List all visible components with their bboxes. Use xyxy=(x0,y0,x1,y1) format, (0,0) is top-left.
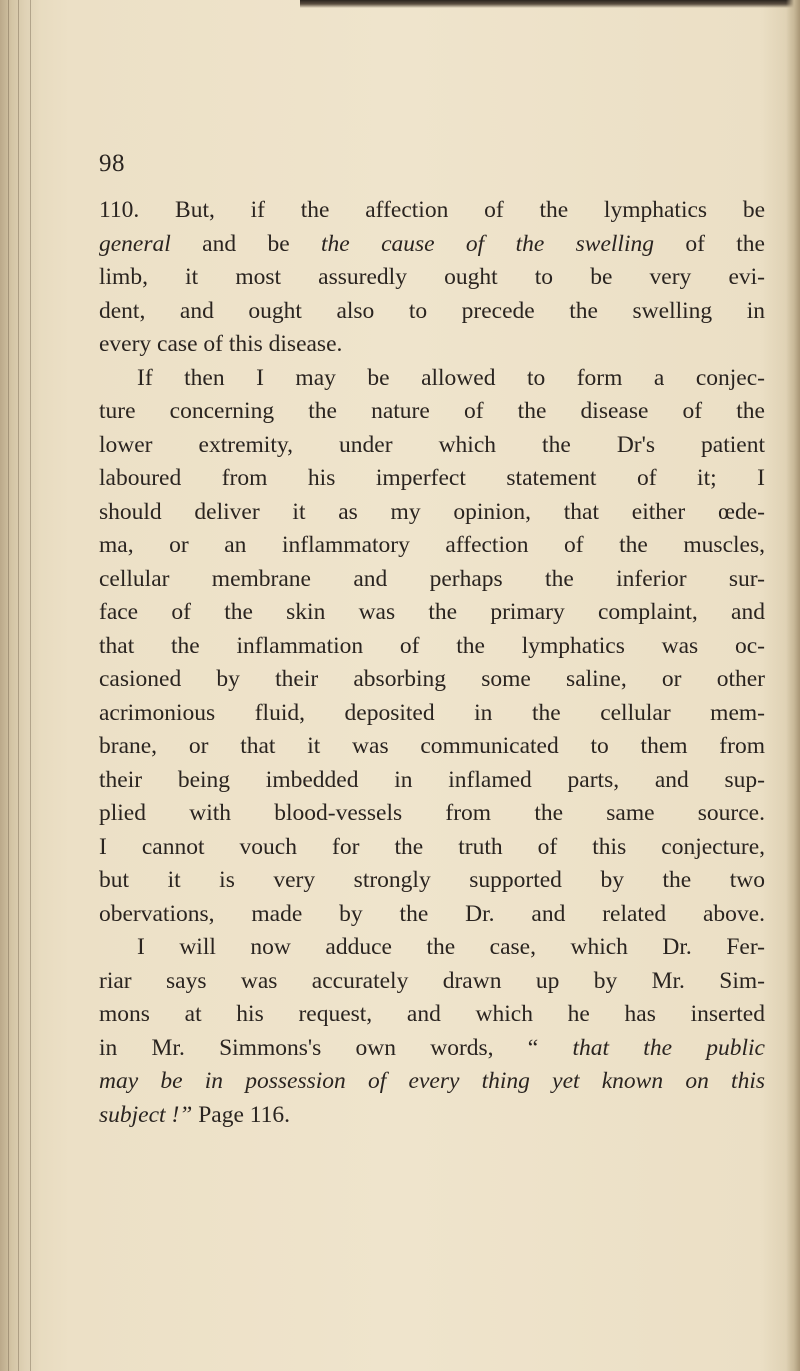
text-line: riar says was accurately drawn up by Mr. Sim- xyxy=(99,967,765,994)
text-line: that the inflammation of the lymphatics was oc- xyxy=(99,632,765,659)
text-line: If then I may be allowed to form a conjec- xyxy=(137,364,765,391)
text-line: in Mr. Simmons's own words, “ that the public xyxy=(99,1034,765,1061)
text-line: brane, or that it was communicated to them from xyxy=(99,733,765,759)
spine-edge-line xyxy=(18,0,19,1371)
spine-edge-line xyxy=(8,0,9,1371)
text-line: plied with blood-vessels from the same source. xyxy=(99,800,765,826)
text-line: every case of this disease. xyxy=(99,331,343,357)
text-line: subject !” Page 116. xyxy=(99,1101,291,1128)
text-line: ture concerning the nature of the disease of the xyxy=(99,398,765,424)
text-line: mons at his request, and which he has inserted xyxy=(99,1001,765,1027)
text-line: their being imbedded in inflamed parts, and sup- xyxy=(99,766,765,793)
text-line: general and be the cause of the swelling of the xyxy=(99,230,765,257)
text-line: limb, it most assuredly ought to be very evi- xyxy=(99,264,765,290)
spine-edge-line xyxy=(30,0,31,1371)
text-line: 110. But, if the affection of the lymphatics be xyxy=(99,197,765,223)
italic-text: subject !” xyxy=(99,1101,193,1128)
text-line: but it is very strongly supported by the two xyxy=(99,867,765,893)
page-top-edge xyxy=(300,0,800,8)
text-line: ma, or an inflammatory affection of the muscles, xyxy=(99,532,765,558)
page-number: 98 xyxy=(99,150,125,177)
page-right-edge xyxy=(786,0,800,1371)
text-line: casioned by their absorbing some saline, or other xyxy=(99,666,765,692)
text-line: I will now adduce the case, which Dr. Fer- xyxy=(137,934,765,960)
text-line: should deliver it as my opinion, that either œde- xyxy=(99,498,765,525)
italic-text: that the public xyxy=(572,1034,765,1061)
text-line: face of the skin was the primary complaint, and xyxy=(99,599,765,625)
text-line: lower extremity, under which the Dr's patient xyxy=(99,431,765,458)
italic-text: may be in possession of every thing yet known on this xyxy=(99,1068,765,1094)
body-text xyxy=(99,194,765,1132)
paragraph-number: 110. xyxy=(99,197,140,223)
text-line xyxy=(99,1065,765,1099)
italic-text: general xyxy=(99,230,171,257)
text-line: cellular membrane and perhaps the inferior sur- xyxy=(99,565,765,592)
text-line: laboured from his imperfect statement of it; I xyxy=(99,465,765,491)
text-line: acrimonious fluid, deposited in the cellular mem- xyxy=(99,699,765,726)
text-line: I cannot vouch for the truth of this conjecture, xyxy=(99,833,765,860)
italic-text: the cause of the swelling xyxy=(321,230,654,257)
text-line: obervations, made by the Dr. and related above. xyxy=(99,900,765,927)
text-line: dent, and ought also to precede the swelling in xyxy=(99,297,765,324)
book-spine-shadow xyxy=(0,0,40,1371)
